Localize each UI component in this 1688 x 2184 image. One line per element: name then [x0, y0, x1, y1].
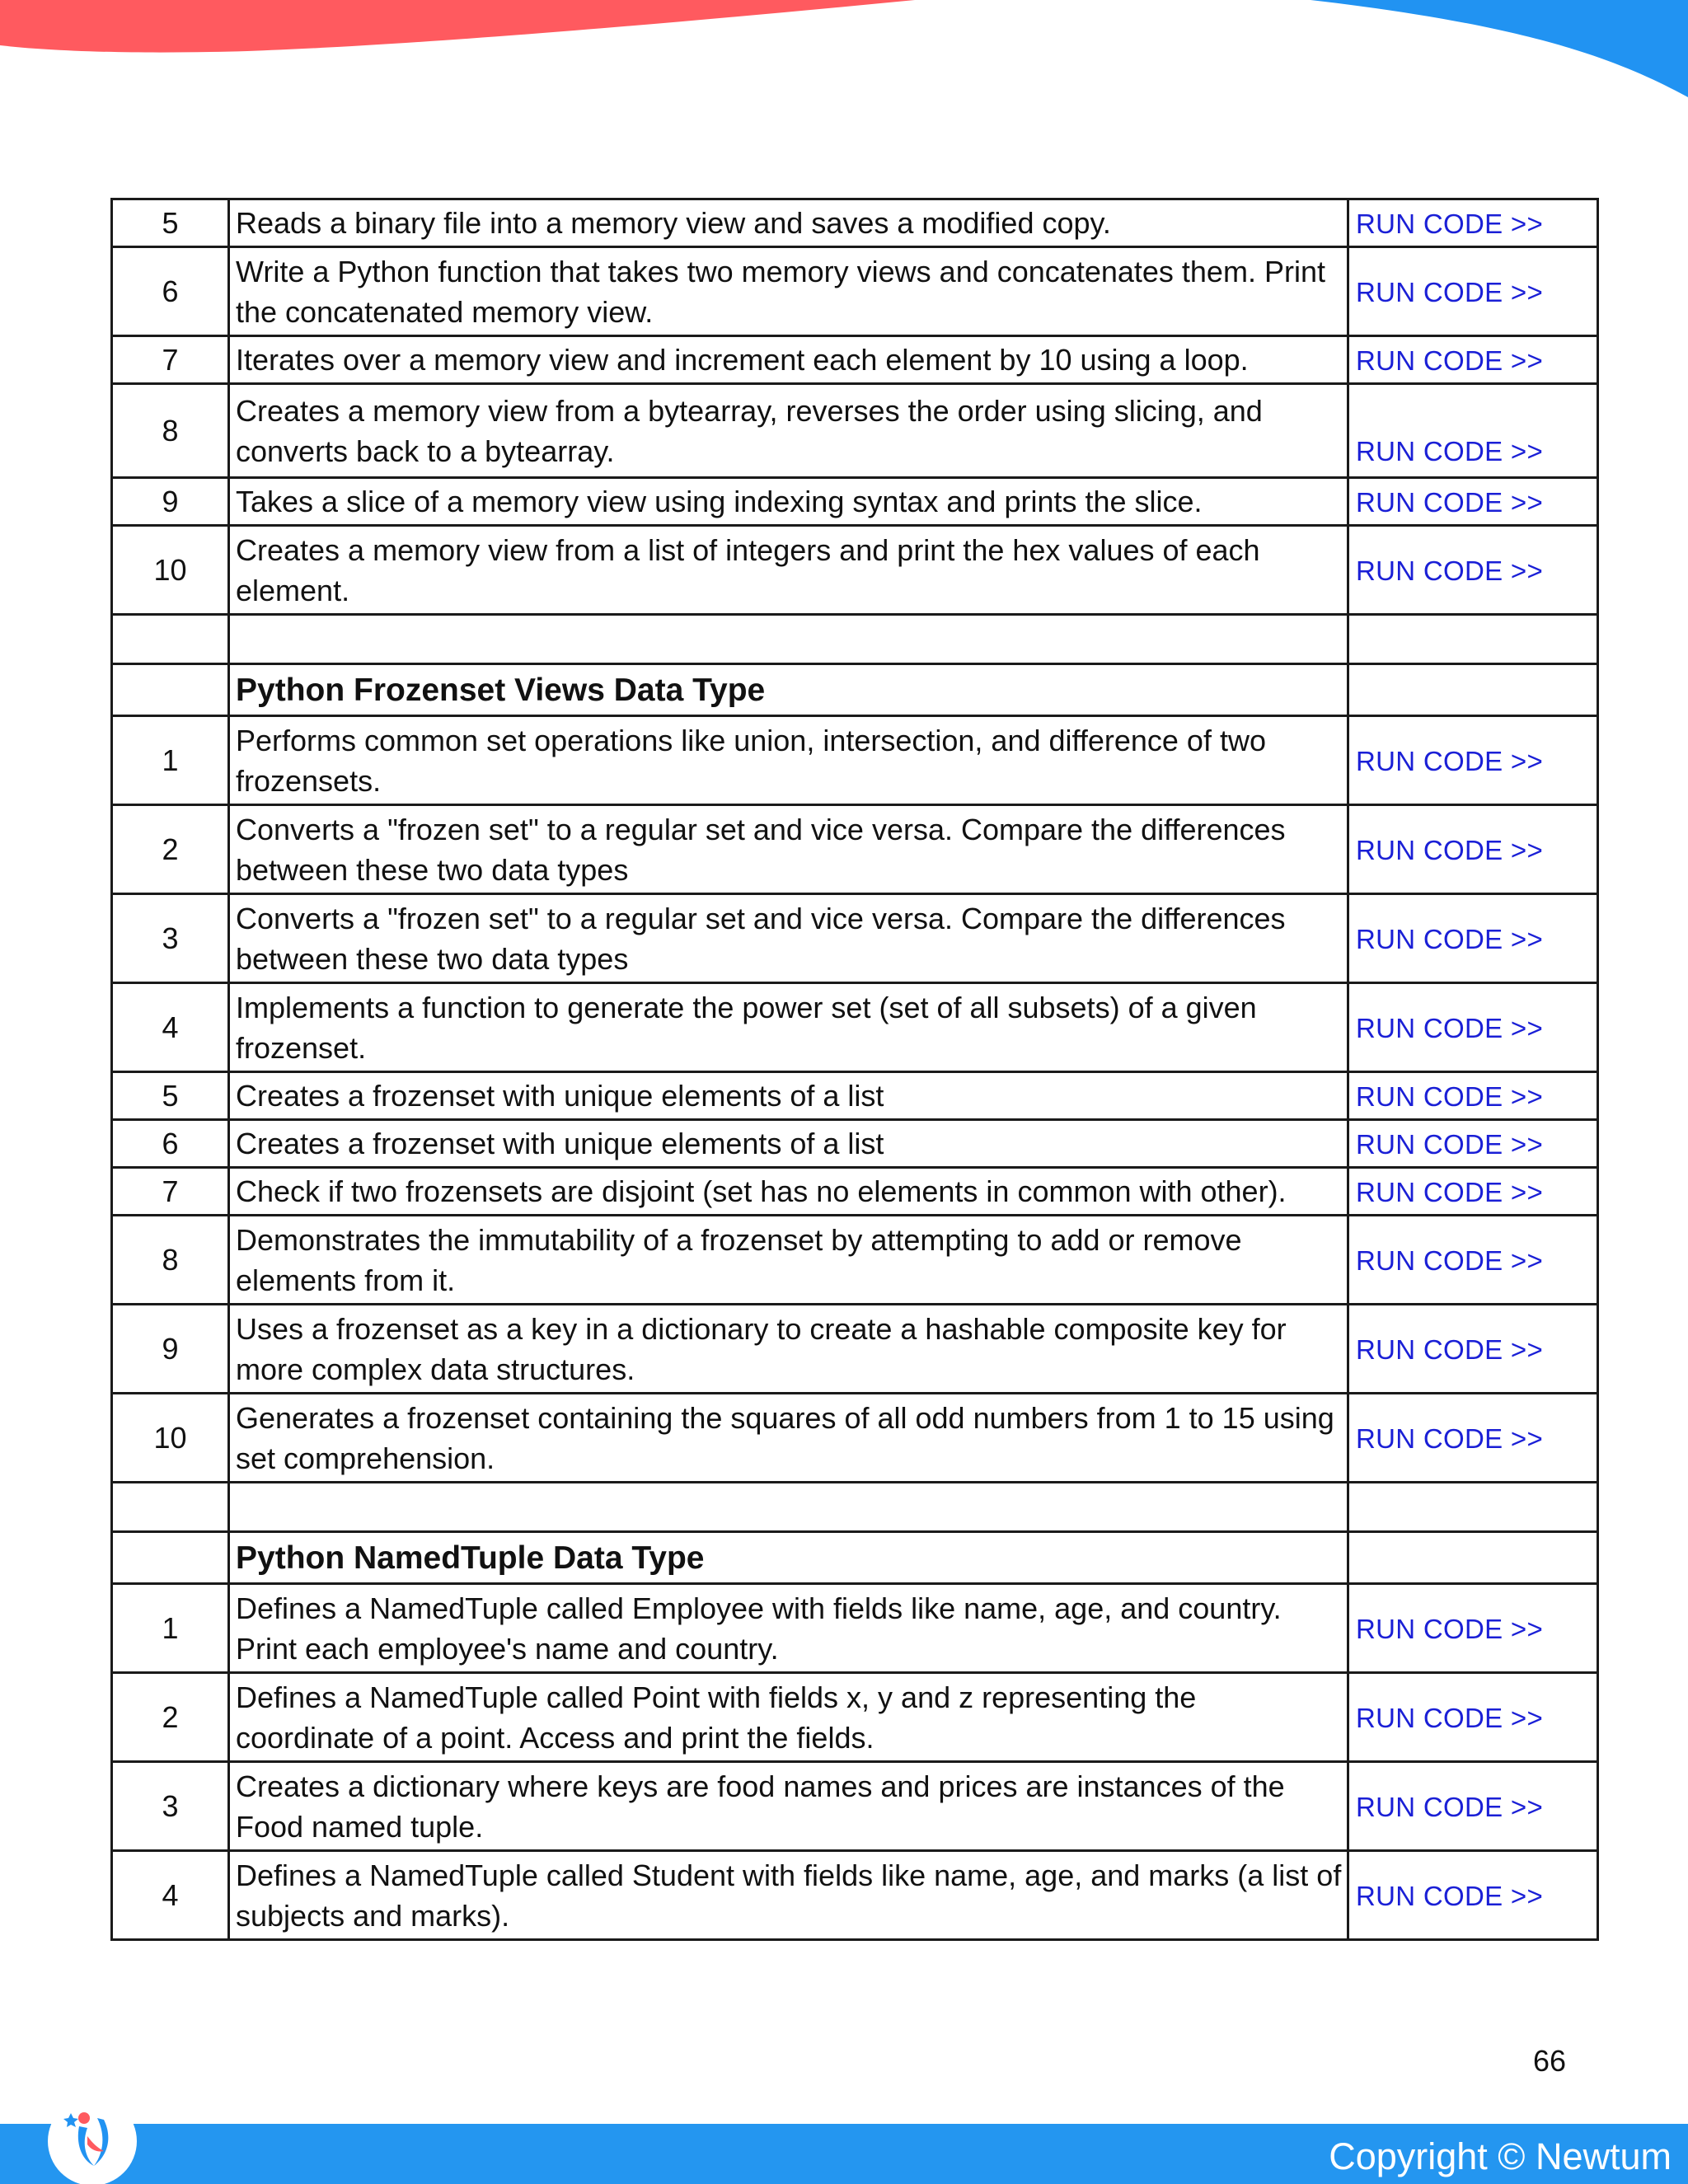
section-number-cell — [112, 664, 229, 716]
copyright-text: Copyright © Newtum — [1329, 2135, 1672, 2177]
blank-cell — [229, 1483, 1348, 1532]
run-code-cell — [1348, 1851, 1598, 1940]
run-code-cell — [1348, 1762, 1598, 1851]
run-code-link[interactable]: RUN CODE >> — [1356, 1128, 1544, 1160]
exercise-table-body — [112, 199, 1598, 1940]
run-code-cell — [1348, 983, 1598, 1072]
section-title-cell — [229, 664, 1348, 716]
run-code-cell — [1348, 1168, 1598, 1216]
run-code-cell — [1348, 1305, 1598, 1394]
row-number: 8 — [112, 384, 229, 478]
header-wave-decoration — [0, 0, 1688, 115]
row-description: Defines a NamedTuple called Point with fields x, y and z representing the coordinate of a point. Access and print the fields. — [229, 1673, 1348, 1762]
blank-row — [112, 1483, 1598, 1532]
blank-cell — [1348, 615, 1598, 664]
run-code-link[interactable]: RUN CODE >> — [1356, 834, 1544, 865]
row-number: 4 — [112, 1851, 229, 1940]
blank-cell — [1348, 1483, 1598, 1532]
row-number: 6 — [112, 247, 229, 336]
row-description: Check if two frozensets are disjoint (set has no elements in common with other). — [229, 1168, 1348, 1216]
run-code-link[interactable]: RUN CODE >> — [1356, 276, 1544, 307]
row-number: 5 — [112, 199, 229, 247]
run-code-cell — [1348, 1394, 1598, 1483]
run-code-link[interactable]: RUN CODE >> — [1356, 1422, 1544, 1454]
blank-row — [112, 615, 1598, 664]
run-code-link[interactable]: RUN CODE >> — [1356, 1176, 1544, 1207]
run-code-cell — [1348, 478, 1598, 526]
row-description: Demonstrates the immutability of a frozenset by attempting to add or remove elements from it. — [229, 1216, 1348, 1305]
page-number: 66 — [1532, 2044, 1566, 2078]
table-row — [112, 336, 1598, 384]
section-title: Python NamedTuple Data Type — [236, 1540, 705, 1576]
row-description: Creates a memory view from a list of integers and print the hex values of each element. — [229, 526, 1348, 615]
table-row — [112, 1584, 1598, 1673]
row-description: Creates a memory view from a bytearray, reverses the order using slicing, and converts back to a bytearray. — [229, 384, 1348, 478]
blank-cell — [112, 615, 229, 664]
newtum-logo-icon — [46, 2093, 138, 2184]
row-number: 2 — [112, 1673, 229, 1762]
row-description: Creates a frozenset with unique elements of a list — [229, 1120, 1348, 1168]
run-code-link[interactable]: RUN CODE >> — [1356, 1702, 1544, 1733]
row-description: Uses a frozenset as a key in a dictionary to create a hashable composite key for more complex data structures. — [229, 1305, 1348, 1394]
run-code-link[interactable]: RUN CODE >> — [1356, 1012, 1544, 1043]
row-description: Performs common set operations like union, intersection, and difference of two frozensets. — [229, 716, 1348, 805]
run-code-cell — [1348, 384, 1598, 478]
run-code-cell — [1348, 805, 1598, 894]
table-row — [112, 1120, 1598, 1168]
row-description: Generates a frozenset containing the squares of all odd numbers from 1 to 15 using set comprehension. — [229, 1394, 1348, 1483]
row-description: Converts a "frozen set" to a regular set and vice versa. Compare the differences between these two data types — [229, 894, 1348, 983]
section-link-cell — [1348, 1532, 1598, 1584]
row-number: 1 — [112, 1584, 229, 1673]
red-wave — [0, 0, 915, 53]
run-code-cell — [1348, 199, 1598, 247]
run-code-link[interactable]: RUN CODE >> — [1356, 745, 1544, 776]
blank-cell — [112, 1483, 229, 1532]
run-code-link[interactable]: RUN CODE >> — [1356, 1080, 1544, 1112]
run-code-link[interactable]: RUN CODE >> — [1356, 1244, 1544, 1276]
table-row — [112, 1394, 1598, 1483]
row-number: 9 — [112, 478, 229, 526]
row-number: 6 — [112, 1120, 229, 1168]
run-code-cell — [1348, 336, 1598, 384]
run-code-link[interactable]: RUN CODE >> — [1356, 208, 1544, 239]
row-description: Creates a frozenset with unique elements of a list — [229, 1072, 1348, 1120]
row-description: Creates a dictionary where keys are food names and prices are instances of the Food named tuple. — [229, 1762, 1348, 1851]
section-title: Python Frozenset Views Data Type — [236, 672, 766, 708]
section-header-row — [112, 664, 1598, 716]
row-description: Iterates over a memory view and increment each element by 10 using a loop. — [229, 336, 1348, 384]
row-description: Takes a slice of a memory view using indexing syntax and prints the slice. — [229, 478, 1348, 526]
table-row — [112, 478, 1598, 526]
row-number: 10 — [112, 1394, 229, 1483]
row-description: Reads a binary file into a memory view and saves a modified copy. — [229, 199, 1348, 247]
run-code-cell — [1348, 1673, 1598, 1762]
section-header-row — [112, 1532, 1598, 1584]
run-code-cell — [1348, 894, 1598, 983]
run-code-link[interactable]: RUN CODE >> — [1356, 1613, 1544, 1644]
section-number-cell — [112, 1532, 229, 1584]
table-row — [112, 1216, 1598, 1305]
table-row — [112, 983, 1598, 1072]
table-row — [112, 1762, 1598, 1851]
table-row — [112, 1168, 1598, 1216]
run-code-link[interactable]: RUN CODE >> — [1356, 486, 1544, 518]
table-row — [112, 384, 1598, 478]
row-number: 2 — [112, 805, 229, 894]
table-row — [112, 247, 1598, 336]
table-row — [112, 1851, 1598, 1940]
run-code-cell — [1348, 1072, 1598, 1120]
table-row — [112, 199, 1598, 247]
table-row — [112, 716, 1598, 805]
run-code-link[interactable]: RUN CODE >> — [1356, 555, 1544, 586]
row-description: Converts a "frozen set" to a regular set and vice versa. Compare the differences between these two data types — [229, 805, 1348, 894]
run-code-link[interactable]: RUN CODE >> — [1356, 1791, 1544, 1822]
table-row — [112, 1305, 1598, 1394]
row-number: 7 — [112, 336, 229, 384]
run-code-cell — [1348, 1216, 1598, 1305]
run-code-link[interactable]: RUN CODE >> — [1356, 436, 1544, 466]
table-row — [112, 1673, 1598, 1762]
blue-wave — [1311, 0, 1688, 97]
table-row — [112, 894, 1598, 983]
row-number: 7 — [112, 1168, 229, 1216]
run-code-cell — [1348, 716, 1598, 805]
run-code-cell — [1348, 1584, 1598, 1673]
run-code-link[interactable]: RUN CODE >> — [1356, 923, 1544, 954]
run-code-link[interactable]: RUN CODE >> — [1356, 1880, 1544, 1911]
row-description: Write a Python function that takes two memory views and concatenates them. Print the concatenated memory view. — [229, 247, 1348, 336]
row-number: 5 — [112, 1072, 229, 1120]
run-code-cell — [1348, 1120, 1598, 1168]
row-number: 1 — [112, 716, 229, 805]
table-row — [112, 526, 1598, 615]
run-code-link[interactable]: RUN CODE >> — [1356, 1333, 1544, 1365]
row-number: 3 — [112, 894, 229, 983]
row-description: Defines a NamedTuple called Employee with fields like name, age, and country. Print each employee's name and country. — [229, 1584, 1348, 1673]
run-code-cell — [1348, 526, 1598, 615]
blank-cell — [229, 615, 1348, 664]
table-row — [112, 1072, 1598, 1120]
row-number: 4 — [112, 983, 229, 1072]
table-row — [112, 805, 1598, 894]
row-number: 10 — [112, 526, 229, 615]
section-title-cell — [229, 1532, 1348, 1584]
run-code-link[interactable]: RUN CODE >> — [1356, 344, 1544, 376]
row-description: Implements a function to generate the power set (set of all subsets) of a given frozenset. — [229, 983, 1348, 1072]
exercise-table — [110, 198, 1599, 1941]
row-number: 8 — [112, 1216, 229, 1305]
section-link-cell — [1348, 664, 1598, 716]
row-number: 9 — [112, 1305, 229, 1394]
run-code-cell — [1348, 247, 1598, 336]
row-number: 3 — [112, 1762, 229, 1851]
row-description: Defines a NamedTuple called Student with fields like name, age, and marks (a list of subjects and marks). — [229, 1851, 1348, 1940]
